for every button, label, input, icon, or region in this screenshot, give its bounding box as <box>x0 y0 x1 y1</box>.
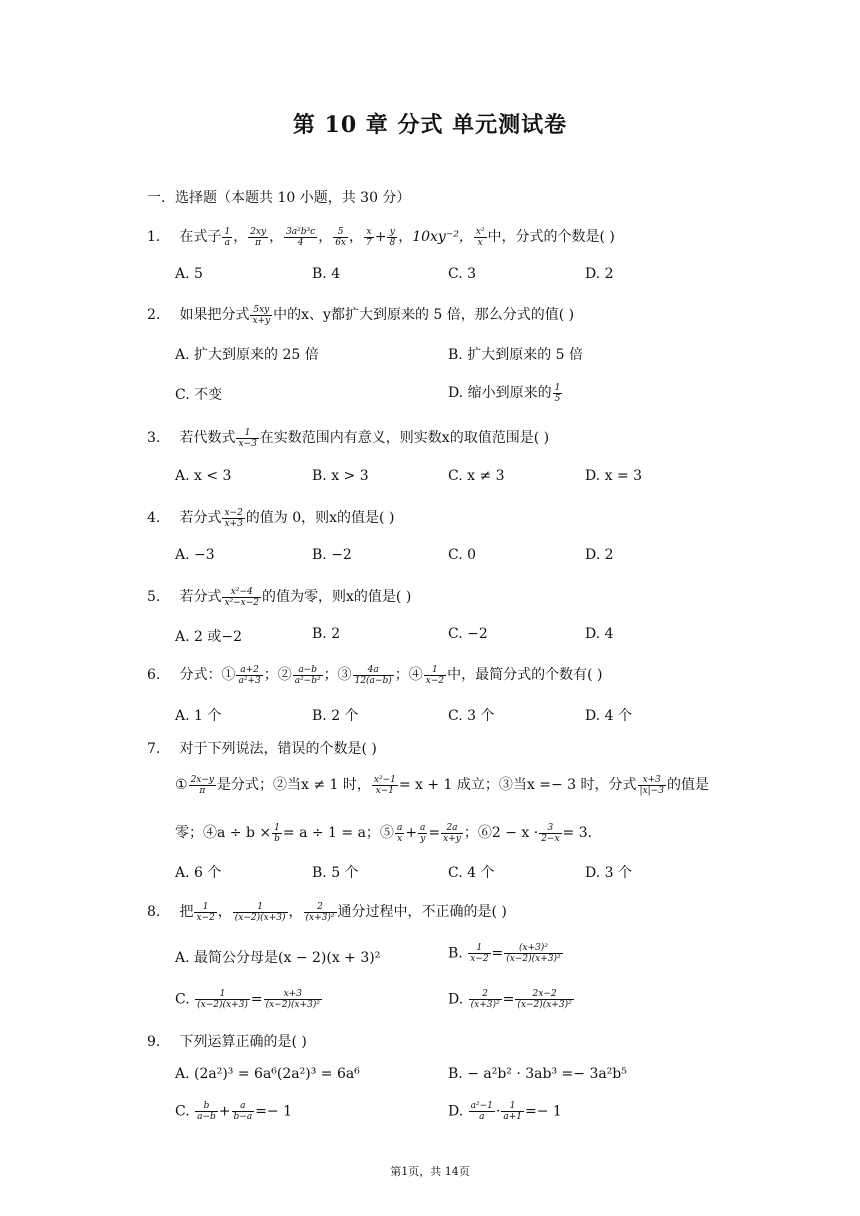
question-1: 1. 在式子 $\frac{1}{a}$ ， $\frac{2xy}{\pi}$ ， $\frac{\text{3a²b³c}}{4}$ ， $\frac{5}{6x}$ ， $\frac{x}{7}$ + $\frac{y}{8}$ ，10xy⁻²， $\frac{\text{x²}}{x}$ 中，分式的个数是( ) <box>147 226 615 248</box>
question-stem: 若分式 <box>179 510 222 526</box>
question-stem: 把 <box>179 904 194 920</box>
question-number: 5. <box>147 589 161 605</box>
page-title: 第 10 章 分式 单元测试卷 <box>292 112 568 138</box>
option-3b[interactable]: B. x > 3 <box>312 468 369 484</box>
question-stem: 若分式 <box>179 589 222 605</box>
question-stem-end: 在实数范围内有意义，则实数x的取值范围是( ) <box>259 430 550 446</box>
option-5c[interactable]: C. −2 <box>448 626 488 642</box>
question-7-line2: ① $\frac{2x-y}{\pi}$ 是分式；②当x ≠ 1 时， $\frac{\text{x²−1}}{x-1}$ = x + 1 成立；③当x =− 3 时，分式 $\frac{x+3}{|x|-3}$ 的值是 <box>175 774 709 796</box>
question-number: 8. <box>147 904 161 920</box>
question-number: 1. <box>147 229 161 245</box>
option-5d[interactable]: D. 4 <box>585 626 614 642</box>
option-8d[interactable]: D. $\frac{2}{\text{(x+3)²}}$ = $\frac{2x-2}{\text{(x−2)(x+3)²}}$ <box>448 989 572 1010</box>
question-stem: 分式： <box>179 667 222 683</box>
option-6d[interactable]: D. 4 个 <box>585 708 632 724</box>
question-stem-end: 中的x、y都扩大到原来的 5 倍，那么分式的值( ) <box>273 307 575 323</box>
option-7b[interactable]: B. 5 个 <box>312 865 359 881</box>
option-1d[interactable]: D. 2 <box>585 266 614 282</box>
option-6c[interactable]: C. 3 个 <box>448 708 495 724</box>
question-2: 2. 如果把分式 $\frac{5xy}{x+y}$ 中的x、y都扩大到原来的 5 倍，那么分式的值( ) <box>147 304 575 326</box>
option-2b[interactable]: B. 扩大到原来的 5 倍 <box>448 347 583 363</box>
question-6: 6. 分式：① $\frac{a+2}{\text{a²+3}}$ ；② $\frac{a-b}{\text{a²−b²}}$ ；③ $\frac{4a}{12(a-b)}$ ；④ $\frac{1}{x-2}$ 中，最简分式的个数有( ) <box>147 664 603 686</box>
option-4c[interactable]: C. 0 <box>448 547 477 563</box>
option-2d[interactable]: D. 缩小到原来的 $\frac{1}{5}$ <box>448 382 561 404</box>
option-2c[interactable]: C. 不变 <box>175 387 223 403</box>
option-1b[interactable]: B. 4 <box>312 266 341 282</box>
question-stem-end: 的值为 0，则x的值是( ) <box>245 510 395 526</box>
question-stem-end: 中，最简分式的个数有( ) <box>447 667 603 683</box>
question-7-line3: 零；④a ÷ b × $\frac{1}{b}$ = a ÷ 1 = a；⑤ $\frac{a}{x}$ + $\frac{a}{y}$ = $\frac{2a}{x+y}$ ；⑥2 − x · $\frac{3}{2-x}$ = 3． <box>175 822 602 844</box>
question-number: 4. <box>147 510 161 526</box>
option-4d[interactable]: D. 2 <box>585 547 614 563</box>
question-stem: 在式子 <box>179 229 222 245</box>
option-4a[interactable]: A. −3 <box>175 547 215 563</box>
option-9c[interactable]: C. $\frac{b}{a-b}$ + $\frac{a}{b-a}$ =− 1 <box>175 1101 293 1122</box>
question-number: 3. <box>147 430 161 446</box>
option-9a[interactable]: A. (2a²)³ = 6a⁶(2a²)³ = 6a⁶ <box>175 1066 360 1082</box>
question-stem: 对于下列说法，错误的个数是( ) <box>179 741 377 757</box>
question-stem: 若代数式 <box>179 430 236 446</box>
option-2a[interactable]: A. 扩大到原来的 25 倍 <box>175 347 319 363</box>
option-3a[interactable]: A. x < 3 <box>175 468 232 484</box>
option-8a[interactable]: A. 最简公分母是(x − 2)(x + 3)² <box>175 950 381 966</box>
option-3d[interactable]: D. x = 3 <box>585 468 643 484</box>
option-9d[interactable]: D. $\frac{\text{a²−1}}{a}$ · $\frac{1}{a+1}$ =− 1 <box>448 1101 562 1122</box>
section-heading: 一．选择题（本题共 10 小题，共 30 分） <box>147 190 411 206</box>
option-7c[interactable]: C. 4 个 <box>448 865 495 881</box>
option-5a[interactable]: A. 2 或−2 <box>175 629 243 645</box>
question-number: 6. <box>147 667 161 683</box>
option-1c[interactable]: C. 3 <box>448 266 477 282</box>
question-stem-end: 的值为零，则x的值是( ) <box>262 589 412 605</box>
question-number: 9. <box>147 1034 161 1050</box>
question-4: 4. 若分式 $\frac{x-2}{x+3}$ 的值为 0，则x的值是( ) <box>147 507 395 529</box>
option-1a[interactable]: A. 5 <box>175 266 203 282</box>
option-9b[interactable]: B. − a²b² · 3ab³ =− 3a²b⁵ <box>448 1066 627 1082</box>
question-3: 3. 若代数式 $\frac{1}{x-3}$ 在实数范围内有意义，则实数x的取值范围是( ) <box>147 427 550 449</box>
expression: 10xy⁻²， <box>412 229 473 245</box>
option-5b[interactable]: B. 2 <box>312 626 341 642</box>
option-4b[interactable]: B. −2 <box>312 547 352 563</box>
question-number: 2. <box>147 307 161 323</box>
question-8: 8. 把 $\frac{1}{x-2}$ ， $\frac{1}{(x-2)(x+3)}$ ， $\frac{2}{\text{(x+3)²}}$ 通分过程中，不正确的是( ) <box>147 901 507 923</box>
option-7a[interactable]: A. 6 个 <box>175 865 222 881</box>
option-3c[interactable]: C. x ≠ 3 <box>448 468 505 484</box>
question-stem-end: 中，分式的个数是( ) <box>487 229 615 245</box>
option-7d[interactable]: D. 3 个 <box>585 865 632 881</box>
question-9 <box>147 1031 307 1051</box>
question-5: 5. 若分式 $\frac{\text{x²−4}}{\text{x²−x−2}}$ 的值为零，则x的值是( ) <box>147 586 412 608</box>
question-stem: 下列运算正确的是( ) <box>179 1034 307 1050</box>
option-6a[interactable]: A. 1 个 <box>175 708 222 724</box>
option-8b[interactable]: B. $\frac{1}{x-2}$ = $\frac{\text{(x+3)²}}{\text{(x−2)(x+3)²}}$ <box>448 943 561 964</box>
question-7 <box>147 738 377 758</box>
question-number: 7. <box>147 741 161 757</box>
option-8c[interactable]: C. $\frac{1}{(x-2)(x+3)}$ = $\frac{x+3}{\text{(x−2)(x+3)²}}$ <box>175 989 320 1010</box>
page-footer: 第1页，共 14页 <box>390 1165 470 1178</box>
question-stem-end: 通分过程中，不正确的是( ) <box>337 904 507 920</box>
question-stem: 如果把分式 <box>179 307 250 323</box>
option-6b[interactable]: B. 2 个 <box>312 708 359 724</box>
